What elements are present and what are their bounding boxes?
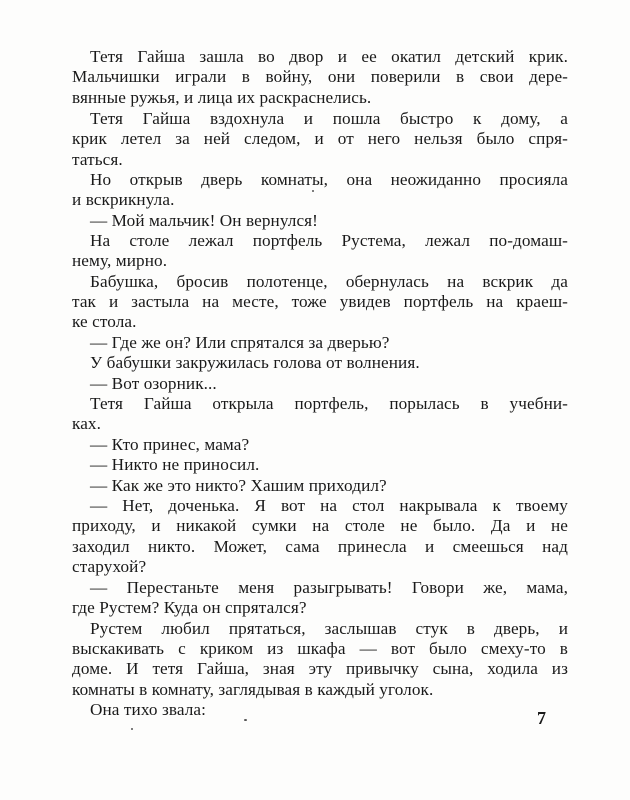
dialogue-line: — Никто не приносил. bbox=[90, 455, 260, 474]
print-speck bbox=[312, 190, 314, 192]
text-line: Она тихо звала: bbox=[90, 700, 207, 719]
text-line: и вскрикнула. bbox=[72, 190, 175, 209]
text-line: доме. И тетя Гайша, зная эту привычку сына, ходила из bbox=[72, 659, 568, 678]
print-speck bbox=[244, 719, 247, 721]
dialogue-line: — Вот озорник... bbox=[90, 374, 217, 393]
dialogue-line: — Кто принес, мама? bbox=[90, 435, 250, 454]
text-line: ках. bbox=[72, 414, 102, 433]
text-line: нему, мирно. bbox=[72, 251, 168, 270]
text-line: старухой? bbox=[72, 557, 147, 576]
text-line: Бабушка, бросив полотенце, обернулась на вскрик да bbox=[90, 272, 568, 291]
text-line: Но открыв дверь комнаты, она неожиданно просияла bbox=[90, 170, 568, 189]
dialogue-line: — Перестаньте меня разыгрывать! Говори же, мама, bbox=[90, 578, 568, 597]
text-line: ке стола. bbox=[72, 312, 137, 331]
text-line: комнаты в комнату, заглядывая в каждый уголок. bbox=[72, 680, 434, 699]
dialogue-line: — Где же он? Или спрятался за дверью? bbox=[90, 333, 390, 352]
dialogue-line: — Мой мальчик! Он вернулся! bbox=[90, 211, 318, 230]
text-line: таться. bbox=[72, 150, 123, 169]
text-line: крик летел за ней следом, и от него нельзя было спря- bbox=[72, 129, 568, 148]
print-speck bbox=[131, 728, 133, 730]
text-line: Мальчишки играли в войну, они поверили в свои дере- bbox=[72, 67, 568, 86]
dialogue-line: — Нет, доченька. Я вот на стол накрывала к твоему bbox=[90, 496, 568, 515]
text-line: приходу, и никакой сумки на столе не было. Да и не bbox=[72, 516, 568, 535]
text-line: вянные ружья, и лица их раскраснелись. bbox=[72, 88, 372, 107]
text-line: так и застыла на месте, тоже увидев портфель на краеш- bbox=[72, 292, 568, 311]
text-line: У бабушки закружилась голова от волнения. bbox=[90, 353, 420, 372]
text-line: выскакивать с криком из шкафа — вот было смеху-то в bbox=[72, 639, 568, 658]
text-line: Тетя Гайша вздохнула и пошла быстро к дому, а bbox=[90, 109, 568, 128]
text-line: где Рустем? Куда он спрятался? bbox=[72, 598, 307, 617]
text-line: Рустем любил прятаться, заслышав стук в дверь, и bbox=[90, 619, 568, 638]
text-line: Тетя Гайша открыла портфель, порылась в учебни- bbox=[90, 394, 568, 413]
page-number: 7 bbox=[537, 708, 546, 728]
text-line: заходил никто. Может, сама принесла и смеешься над bbox=[72, 537, 568, 556]
text-line: Тетя Гайша зашла во двор и ее окатил детский крик. bbox=[90, 47, 568, 66]
dialogue-line: — Как же это никто? Хашим приходил? bbox=[90, 476, 387, 495]
text-line: На столе лежал портфель Рустема, лежал по-домаш- bbox=[90, 231, 568, 250]
